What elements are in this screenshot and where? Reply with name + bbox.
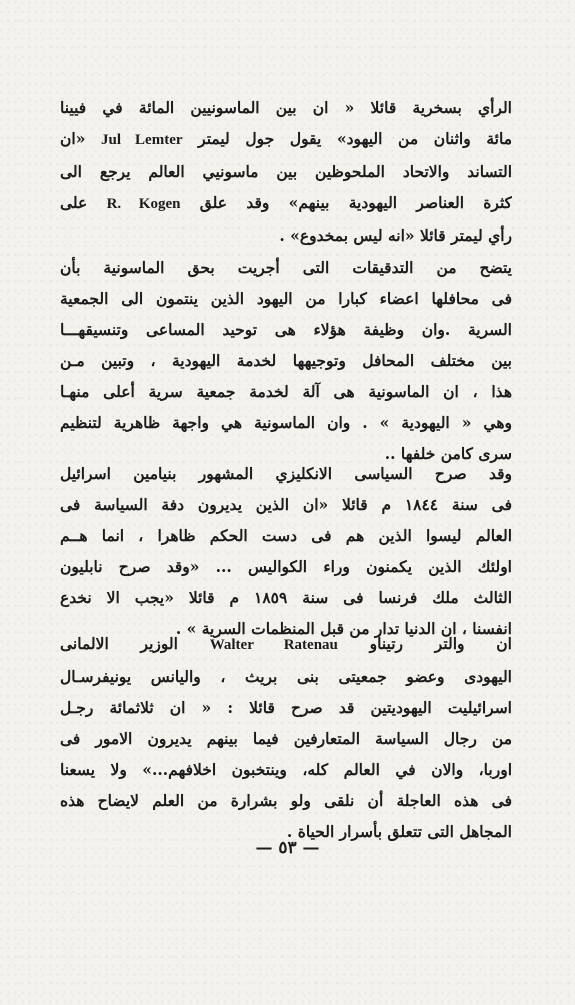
text-line bbox=[60, 520, 512, 551]
text-line bbox=[60, 283, 512, 314]
paragraph-2 bbox=[60, 252, 512, 469]
text-line bbox=[60, 458, 512, 489]
text-segment: اوربا، والان في العالم كله، وينتخبون اخلافهم...» ولا يسعنا bbox=[60, 760, 512, 779]
text-line bbox=[60, 252, 512, 283]
text-segment: يتضح من التدقيقات التى أجريت بحق الماسونية بأن bbox=[60, 258, 512, 277]
text-segment: مائة واثنان من اليهود» يقول جول ليمتر bbox=[182, 129, 512, 148]
latin-name: R. Kogen bbox=[106, 196, 181, 212]
text-segment: سرى كامن خلفها .. bbox=[384, 444, 512, 463]
text-segment: التساند والاتحاد الملحوظين بين ماسونيي العالم يرجع الى bbox=[60, 162, 512, 181]
text-line bbox=[60, 376, 512, 407]
text-segment: اليهودى وعضو جمعيتى بنى بريث ، واليانس يونيفرسـال bbox=[60, 667, 512, 686]
text-segment: كثرة العناصر اليهودية بينهم» وقد علق bbox=[180, 193, 512, 212]
text-segment: ان والتر رتيناو bbox=[337, 634, 512, 653]
text-line bbox=[60, 661, 512, 692]
text-segment: رأي ليمتر قائلا «انه ليس بمخدوع» . bbox=[279, 226, 512, 245]
text-line bbox=[60, 407, 512, 438]
text-line bbox=[60, 187, 512, 220]
text-segment: بين مختلف المحافل وتوجيهها لخدمة اليهودية ، وتبين مـن bbox=[60, 351, 512, 370]
text-segment: فى هذه العاجلة أن نلقى ولو بشرارة من العلم لايضاح هذه bbox=[60, 791, 512, 810]
text-segment: فى سنة ١٨٤٤ م قائلا «ان الذين يديرون دفة السياسة فى bbox=[60, 495, 512, 514]
page-number: — ٥٣ — bbox=[255, 838, 320, 858]
text-segment: على bbox=[60, 193, 107, 212]
text-segment: المجاهل التى تتعلق بأسرار الحياة . bbox=[286, 822, 512, 841]
text-line bbox=[60, 345, 512, 376]
text-line bbox=[60, 785, 512, 816]
text-line bbox=[60, 692, 512, 723]
text-segment: العالم ليسوا الذين هم فى دست الحكم ظاهرا ، انما هــم bbox=[60, 526, 512, 545]
text-line bbox=[60, 551, 512, 582]
text-segment: فى محافلها اعضاء كبارا من اليهود الذين ينتمون الى الجمعية bbox=[60, 289, 512, 308]
text-segment: انفسنا ، ان الدنيا تدار من قبل المنظمات السرية » . bbox=[175, 619, 512, 638]
latin-name: Walter Ratenau bbox=[209, 637, 338, 653]
text-segment: السرية .وان وظيفة هؤلاء هى توحيد المساعى وتنسيقهـــا bbox=[60, 320, 512, 339]
text-segment: هذا ، ان الماسونية هى آلة لخدمة جمعية سرية أعلى منهـا bbox=[60, 382, 512, 401]
text-line bbox=[60, 92, 512, 123]
text-line bbox=[60, 628, 512, 661]
paragraph-3 bbox=[60, 458, 512, 644]
text-line bbox=[60, 723, 512, 754]
text-segment: من رجال السياسة المتعارفين فيما بينهم يديرون الامور فى bbox=[60, 729, 512, 748]
text-segment: الثالث ملك فرنسا فى سنة ١٨٥٩ م قائلا «يجب الا نخدع bbox=[60, 588, 512, 607]
text-segment: وهي « اليهودية » . وان الماسونية هي واجهة ظاهرية لتنظيم bbox=[60, 413, 512, 432]
text-line bbox=[60, 754, 512, 785]
text-line bbox=[60, 123, 512, 156]
text-segment: اسرائيليت اليهوديتين قد صرح قائلا : « ان ثلاثمائة رجـل bbox=[60, 698, 512, 717]
text-segment: الرأي بسخرية قائلا « ان بين الماسونيين المائة في فيينا bbox=[60, 98, 512, 117]
text-segment: الوزير الالمانى bbox=[60, 634, 210, 653]
text-segment: اولئك الذين يكمنون وراء الكواليس ... «وقد صرح نابليون bbox=[60, 557, 512, 576]
text-line bbox=[60, 314, 512, 345]
text-line bbox=[60, 582, 512, 613]
text-segment: «ان bbox=[60, 129, 102, 148]
latin-name: Jul Lemter bbox=[101, 132, 183, 148]
paragraph-4 bbox=[60, 628, 512, 847]
paragraph-1 bbox=[60, 92, 512, 251]
text-line bbox=[60, 156, 512, 187]
text-segment: وقد صرح السياسى الانكليزي المشهور بنيامين اسرائيل bbox=[60, 464, 512, 483]
text-line bbox=[60, 220, 512, 251]
text-line bbox=[60, 489, 512, 520]
